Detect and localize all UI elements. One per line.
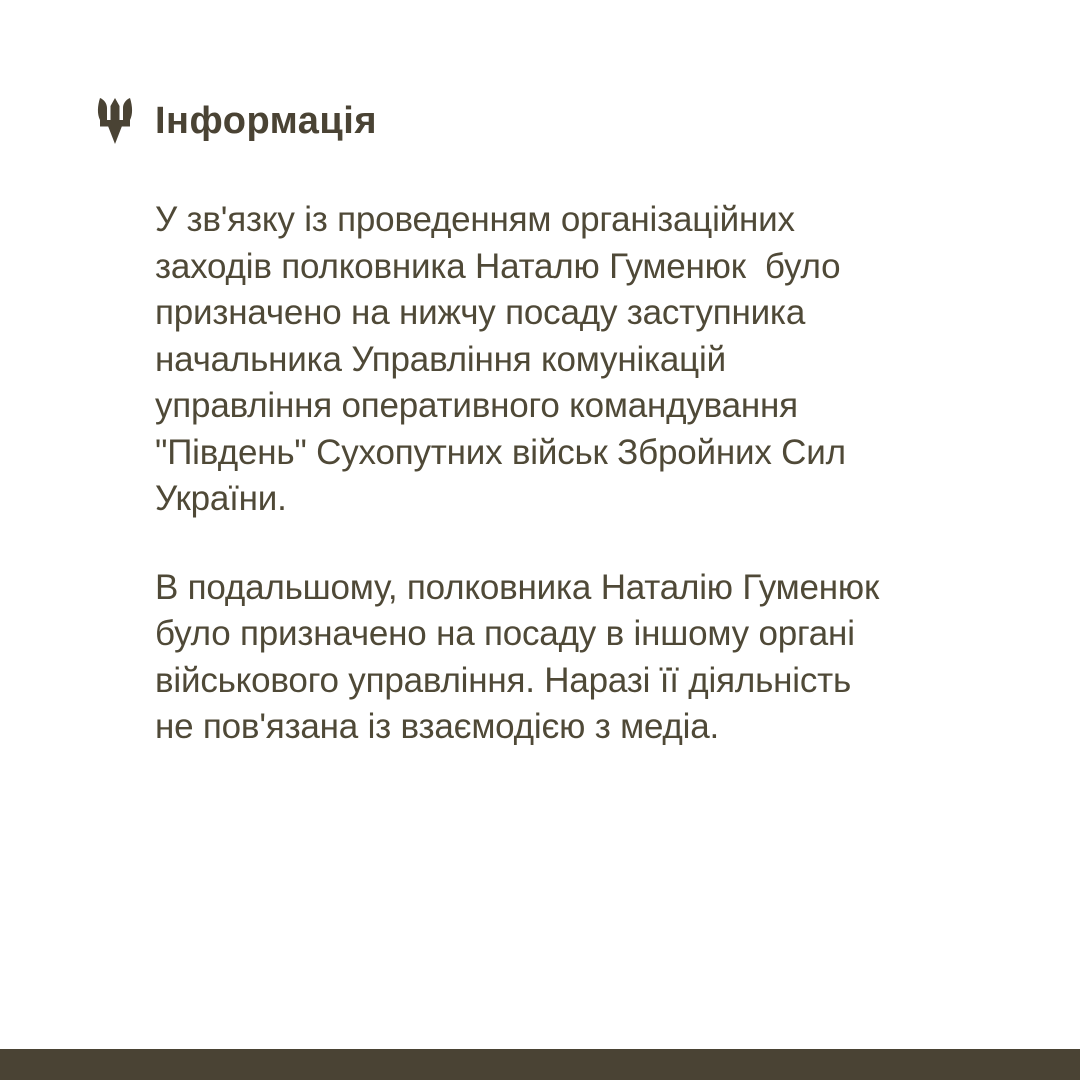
trident-icon [95, 98, 135, 144]
text-line: України. [155, 479, 287, 518]
text-line: було призначено на посаду в іншому органі [155, 614, 855, 653]
body-text [155, 197, 985, 751]
text-line: призначено на нижчу посаду заступника [155, 293, 806, 332]
header [95, 98, 377, 144]
page-title: Інформація [155, 99, 378, 142]
text-line: військового управління. Наразі її діяльність [155, 660, 851, 700]
paragraph-2 [155, 565, 985, 751]
text-line: начальника Управління комунікацій [155, 339, 726, 379]
text-line: "Південь" Сухопутних військ Збройних Сил [155, 432, 846, 472]
text-line: У зв'язку із проведенням організаційних [155, 200, 795, 239]
text-line: не пов'язана із взаємодією з медіа. [155, 707, 720, 746]
text-line: заходів полковника Наталю Гуменюк було [155, 246, 841, 286]
text-line: В подальшому, полковника Наталію Гуменюк [155, 567, 880, 607]
paragraph-1 [155, 197, 985, 523]
bottom-band [0, 1049, 1080, 1080]
text-line: управління оперативного командування [155, 386, 798, 425]
